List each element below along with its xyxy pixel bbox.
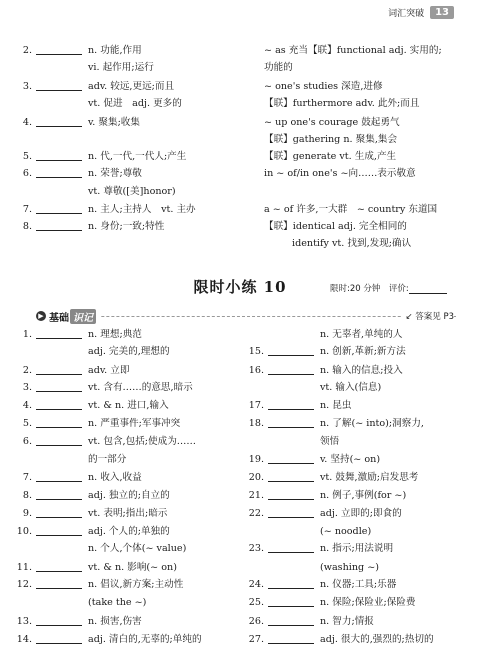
vocab-item [14, 633, 214, 647]
item-definition: n. 身份;一致;特性 [88, 221, 165, 232]
vocab-item [14, 364, 214, 378]
answer-blank[interactable] [268, 345, 314, 356]
item-number: 1. [22, 329, 32, 340]
item-number: 17. [248, 400, 264, 411]
item-number: 18. [248, 418, 264, 429]
answer-blank[interactable] [36, 44, 82, 55]
answer-blank[interactable] [36, 150, 82, 161]
vocab-item [14, 220, 214, 234]
item-number: 7. [22, 472, 32, 483]
item-definition: vt. 表明;指出;暗示 [88, 508, 168, 519]
section-label-a: 基础 [49, 312, 69, 324]
item-definition: (~ noodle) [320, 526, 372, 537]
item-number: 21. [248, 490, 264, 501]
section-badge [36, 308, 100, 324]
answer-blank[interactable] [36, 435, 82, 446]
vocab-item [246, 345, 446, 359]
answer-blank[interactable] [36, 116, 82, 127]
answer-blank[interactable] [36, 615, 82, 626]
answer-blank[interactable] [36, 364, 82, 375]
answer-blank[interactable] [268, 507, 314, 518]
page-header [388, 4, 454, 21]
page-number: 13 [430, 6, 454, 19]
answer-blank[interactable] [36, 633, 82, 644]
item-definition: adj. 个人的;单独的 [88, 526, 170, 537]
answer-blank[interactable] [36, 471, 82, 482]
vocab-item [246, 381, 446, 395]
vocab-item [14, 185, 214, 199]
item-number: 20. [248, 472, 264, 483]
vocab-item [14, 203, 214, 217]
item-number: 7. [22, 204, 32, 215]
item-number: 6. [22, 436, 32, 447]
vocab-item [246, 489, 446, 503]
item-number: 6. [22, 168, 32, 179]
vocab-extra-note: ~ as 充当【联】functional adj. 实用的; [264, 45, 442, 56]
answer-blank[interactable] [36, 561, 82, 572]
item-number: 11. [16, 562, 32, 573]
answer-blank[interactable] [268, 489, 314, 500]
answer-blank[interactable] [268, 453, 314, 464]
item-definition: n. 收入,收益 [88, 472, 142, 483]
vocab-item [246, 578, 446, 592]
item-definition: n. 昆虫 [320, 400, 352, 411]
chevron-right-icon: ▶ [36, 311, 46, 321]
vocab-extra-note: ~ up one's courage 鼓起勇气 [264, 117, 400, 128]
item-definition: (washing ~) [320, 562, 379, 573]
answer-blank[interactable] [36, 80, 82, 91]
section-title: 词汇突破 [388, 9, 425, 19]
item-number: 26. [248, 616, 264, 627]
vocab-item [14, 596, 214, 610]
item-definition: vt. & n. 进口,输入 [88, 400, 169, 411]
answer-blank[interactable] [36, 525, 82, 536]
item-definition: n. 代,一代,一代人;产生 [88, 151, 187, 162]
item-definition: n. 主人;主持人 vt. 主办 [88, 204, 196, 215]
item-definition: adj. 完美的,理想的 [88, 346, 170, 357]
item-definition: adj. 很大的,强烈的;热切的 [320, 634, 434, 645]
item-definition: vt. 输入(信息) [320, 382, 382, 393]
answer-blank[interactable] [36, 507, 82, 518]
answer-ref-text: 答案见 P3 [415, 312, 454, 322]
item-definition: n. 仪器;工具;乐器 [320, 579, 397, 590]
vocab-extra-note: 【联】gathering n. 聚集,集会 [264, 134, 398, 145]
time-label: 限时:20 分钟 评价: [330, 284, 409, 294]
item-definition: vt. 尊敬([美]honor) [88, 186, 176, 197]
answer-blank[interactable] [268, 364, 314, 375]
vocab-extra-note: a ~ of 许多,一大群 ~ country 东道国 [264, 204, 438, 215]
answer-blank[interactable] [36, 578, 82, 589]
answer-blank[interactable] [268, 596, 314, 607]
item-definition: n. 保险;保险业;保险费 [320, 597, 416, 608]
item-definition: n. 倡议,新方案;主动性 [88, 579, 184, 590]
evaluation-blank[interactable] [409, 285, 447, 294]
item-definition: adj. 独立的;自立的 [88, 490, 170, 501]
item-definition: vt. 含有……的意思,暗示 [88, 382, 193, 393]
item-definition: vt. 包含,包括;使成为…… [88, 436, 196, 447]
vocab-item [14, 578, 214, 592]
item-definition: n. 创新,革新;新方法 [320, 346, 406, 357]
item-definition: adv. 立即 [88, 365, 130, 376]
vocab-item [14, 116, 214, 130]
item-number: 8. [22, 221, 32, 232]
vocab-item [14, 615, 214, 629]
answer-blank[interactable] [268, 417, 314, 428]
answer-blank[interactable] [36, 220, 82, 231]
vocab-extra-note: identify vt. 找到,发现;确认 [292, 238, 412, 249]
item-definition: vt. 鼓舞,激励;启发思考 [320, 472, 419, 483]
vocab-item [14, 167, 214, 181]
vocab-item [14, 381, 214, 395]
item-definition: n. 个人,个体(~ value) [88, 543, 187, 554]
vocab-item [14, 542, 214, 556]
item-number: 4. [22, 400, 32, 411]
vocab-item [246, 328, 446, 342]
vocab-item [14, 61, 214, 75]
item-definition: 领悟 [320, 436, 340, 447]
vocab-extra-note: ~ one's studies 深造,进修 [264, 81, 383, 92]
item-number: 27. [248, 634, 264, 645]
item-definition: v. 聚集;收集 [88, 117, 140, 128]
item-definition: n. 了解(~ into);洞察力, [320, 418, 424, 429]
answer-blank[interactable] [268, 542, 314, 553]
item-definition: n. 功能,作用 [88, 45, 142, 56]
item-number: 4. [22, 117, 32, 128]
answer-blank[interactable] [268, 578, 314, 589]
vocab-item [246, 399, 446, 413]
item-definition: vt. 促进 adj. 更多的 [88, 98, 182, 109]
vocab-item [14, 80, 214, 94]
item-definition: vi. 起作用;运行 [88, 62, 154, 73]
vocab-item [14, 471, 214, 485]
item-number: 3. [22, 382, 32, 393]
vocab-item [246, 542, 446, 556]
vocab-item [246, 417, 446, 431]
item-number: 15. [248, 346, 264, 357]
item-number: 3. [22, 81, 32, 92]
item-number: 8. [22, 490, 32, 501]
vocab-item [246, 471, 446, 485]
vocab-extra-note: in ~ of/in one's ~向……表示敬意 [264, 168, 416, 179]
vocab-item [246, 633, 446, 647]
answer-blank[interactable] [36, 399, 82, 410]
item-definition: 的一部分 [88, 454, 127, 465]
vocab-item [14, 507, 214, 521]
time-info [330, 282, 447, 294]
answer-blank[interactable] [36, 381, 82, 392]
item-number: 12. [16, 579, 32, 590]
vocab-item [14, 97, 214, 111]
item-definition: n. 理想;典范 [88, 329, 142, 340]
vocab-item [246, 435, 446, 449]
item-number: 24. [248, 579, 264, 590]
vocab-item [14, 44, 214, 58]
vocab-extra-note: 功能的 [264, 62, 293, 73]
answer-blank[interactable] [36, 167, 82, 178]
item-definition: v. 坚持(~ on) [320, 454, 381, 465]
item-definition: adj. 清白的,无辜的;单纯的 [88, 634, 202, 645]
item-definition: vt. & n. 影响(~ on) [88, 562, 177, 573]
item-definition: n. 损害,伤害 [88, 616, 142, 627]
item-number: 23. [248, 543, 264, 554]
item-number: 10. [16, 526, 32, 537]
vocab-extra-note: 【联】identical adj. 完全相同的 [264, 221, 407, 232]
item-number: 2. [22, 45, 32, 56]
vocab-item [14, 345, 214, 359]
exercise-title: 限时小练 10 [193, 278, 287, 296]
vocab-item [14, 150, 214, 164]
answer-blank[interactable] [36, 203, 82, 214]
vocab-item [246, 525, 446, 539]
item-number: 5. [22, 418, 32, 429]
item-definition: n. 无辜者,单纯的人 [320, 329, 403, 340]
item-number: 25. [248, 597, 264, 608]
section-label-b: 识记 [70, 309, 96, 324]
item-number: 13. [16, 616, 32, 627]
item-definition: n. 荣誉;尊敬 [88, 168, 142, 179]
item-number: 9. [22, 508, 32, 519]
item-number: 16. [248, 365, 264, 376]
vocab-item [246, 615, 446, 629]
answer-blank[interactable] [36, 489, 82, 500]
item-number: 14. [16, 634, 32, 645]
vocab-item [246, 561, 446, 575]
item-number: 19. [248, 454, 264, 465]
item-definition: n. 输入的信息;投入 [320, 365, 403, 376]
item-definition: n. 例子,事例(for ~) [320, 490, 407, 501]
vocab-item [14, 435, 214, 449]
vocab-item [246, 453, 446, 467]
vocab-extra-note: 【联】furthermore adv. 此外;而且 [264, 98, 420, 109]
item-definition: n. 指示;用法说明 [320, 543, 394, 554]
vocab-item [14, 489, 214, 503]
vocab-item [246, 364, 446, 378]
item-definition: adv. 较远,更远;而且 [88, 81, 175, 92]
item-number: 22. [248, 508, 264, 519]
item-definition: n. 智力;情报 [320, 616, 374, 627]
vocab-item [14, 561, 214, 575]
vocab-item [14, 328, 214, 342]
vocab-item [14, 525, 214, 539]
vocab-extra-note: 【联】generate vt. 生成,产生 [264, 151, 397, 162]
item-number: 2. [22, 365, 32, 376]
answer-reference: ↙ 答案见 P3 [401, 310, 454, 322]
item-definition: adj. 立即的;即食的 [320, 508, 402, 519]
answer-blank[interactable] [36, 417, 82, 428]
vocab-item [246, 507, 446, 521]
vocab-item [14, 399, 214, 413]
answer-blank[interactable] [36, 328, 82, 339]
vocab-item [14, 453, 214, 467]
item-definition: n. 严重事件;军事冲突 [88, 418, 181, 429]
vocab-item [246, 596, 446, 610]
item-definition: (take the ~) [88, 597, 147, 608]
item-number: 5. [22, 151, 32, 162]
answer-blank[interactable] [268, 399, 314, 410]
answer-blank[interactable] [268, 633, 314, 644]
answer-blank[interactable] [268, 615, 314, 626]
answer-blank[interactable] [268, 471, 314, 482]
vocab-item [14, 417, 214, 431]
